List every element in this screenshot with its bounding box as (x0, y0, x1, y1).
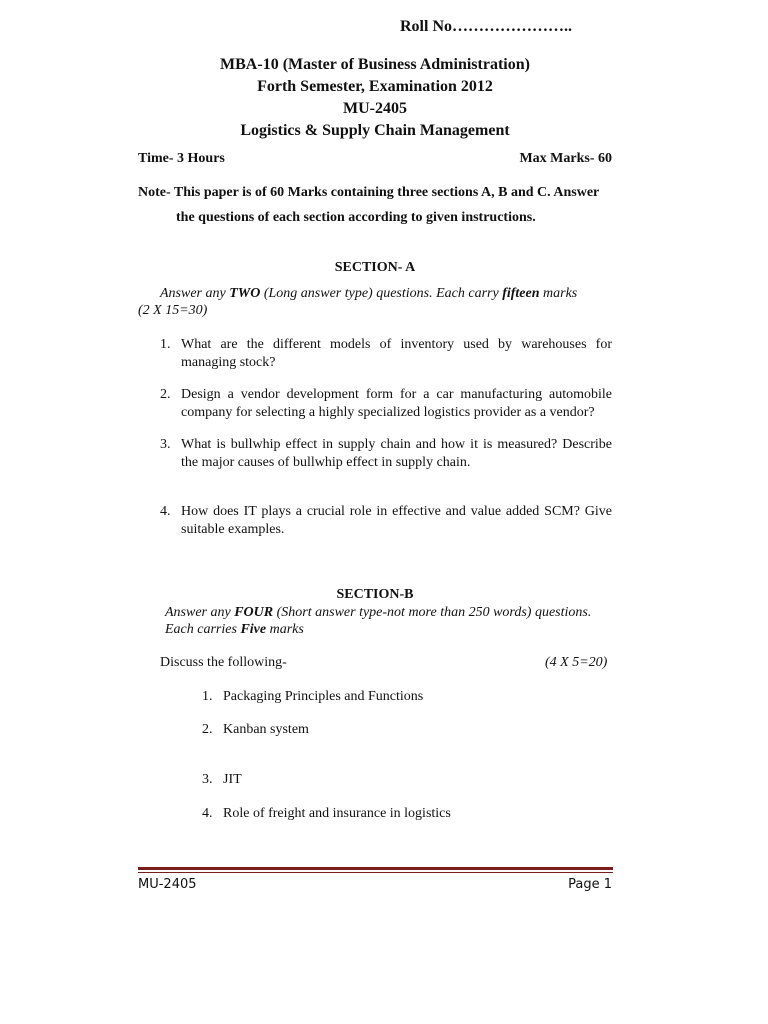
question-number: 2. (160, 387, 171, 402)
question-text: How does IT plays a crucial role in effective and value added SCM? Give suitable examples. (181, 504, 612, 537)
section-a-marks: (2 X 15=30) (138, 303, 208, 318)
footer-divider (138, 867, 613, 870)
question-text: Design a vendor development form for a car manufacturing automobile company for selecting a highly specialized logistics provider as a vendor? (181, 387, 612, 420)
instr-emphasis: fifteen (502, 286, 540, 301)
section-a-question-list (160, 436, 612, 472)
topic-text: Kanban system (223, 722, 309, 737)
note-line-1: Note- This paper is of 60 Marks containing three sections A, B and C. Answer (138, 185, 600, 200)
question-item (160, 436, 612, 472)
exam-title-block (138, 54, 612, 142)
section-a-question-list (160, 503, 612, 539)
topic-number: 4. (202, 806, 213, 821)
question-item (160, 336, 612, 372)
max-marks-label: Max Marks- 60 (519, 151, 612, 166)
instr-text: (Short answer type-not more than 250 words) questions. (273, 605, 592, 620)
question-number: 4. (160, 504, 171, 519)
topic-text: Role of freight and insurance in logistics (223, 806, 451, 821)
section-b-heading: SECTION-B (336, 587, 414, 602)
topic-item (202, 772, 242, 788)
page-footer (138, 877, 612, 892)
instr-text: Each carries (165, 622, 241, 637)
topic-number: 3. (202, 772, 213, 787)
topic-item (202, 806, 451, 822)
program-title: MBA-10 (Master of Business Administration) (220, 56, 530, 73)
section-a-question-list (160, 336, 612, 372)
time-label: Time- 3 Hours (138, 151, 225, 166)
section-b-instructions-2 (165, 622, 304, 638)
instr-emphasis: FOUR (234, 605, 274, 620)
note-line-2: the questions of each section according to given instructions. (176, 210, 536, 225)
section-a-instructions (160, 286, 577, 302)
question-text: What are the different models of inventory used by warehouses for managing stock? (181, 337, 612, 370)
question-number: 1. (160, 337, 171, 352)
course-name: Logistics & Supply Chain Management (240, 122, 510, 139)
instr-text: (Long answer type) questions. Each carry (260, 286, 503, 301)
roll-number-line: Roll No………………….. (400, 18, 572, 35)
topic-number: 1. (202, 689, 213, 704)
topic-item (202, 689, 423, 705)
instr-text: marks (539, 286, 578, 301)
section-a-question-list (160, 386, 612, 422)
semester-title: Forth Semester, Examination 2012 (257, 78, 493, 95)
section-b-instructions (165, 605, 591, 621)
question-item (160, 503, 612, 539)
instr-text: marks (266, 622, 304, 637)
question-text: What is bullwhip effect in supply chain and how it is measured? Describe the major causes of bullwhip effect in supply chain. (181, 437, 612, 470)
question-item (160, 386, 612, 422)
instr-text: Answer any (165, 605, 235, 620)
page-number: Page 1 (568, 877, 612, 892)
section-b-marks: (4 X 5=20) (545, 655, 608, 670)
course-code: MU-2405 (343, 100, 407, 117)
time-marks-row (138, 151, 612, 167)
topic-text: Packaging Principles and Functions (223, 689, 424, 704)
instr-text: Answer any (160, 286, 230, 301)
discuss-label: Discuss the following- (160, 655, 287, 670)
topic-item (202, 722, 309, 738)
section-a-heading: SECTION- A (334, 260, 416, 275)
instr-emphasis: TWO (229, 286, 261, 301)
question-number: 3. (160, 437, 171, 452)
topic-number: 2. (202, 722, 213, 737)
footer-divider-thin (138, 872, 613, 873)
footer-course-code: MU-2405 (138, 877, 197, 892)
instr-emphasis: Five (240, 622, 267, 637)
topic-text: JIT (223, 772, 242, 787)
